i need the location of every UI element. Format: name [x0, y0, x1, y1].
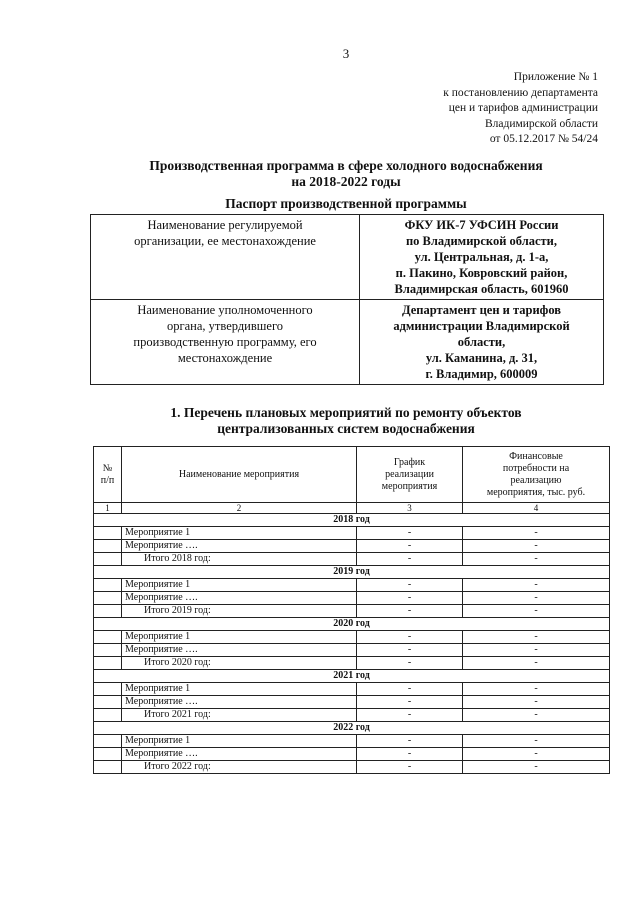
year-row	[94, 566, 610, 579]
finance-value: -	[463, 631, 610, 644]
total-label: Итого 2020 год:	[122, 657, 357, 670]
finance-value: -	[463, 579, 610, 592]
header-row	[94, 447, 610, 503]
header-finance	[463, 447, 610, 503]
finance-value: -	[463, 748, 610, 761]
finance-value: -	[463, 644, 610, 657]
value-line: г. Владимир, 600009	[425, 367, 538, 381]
schedule-value: -	[357, 709, 463, 722]
finance-value: -	[463, 592, 610, 605]
year-row	[94, 670, 610, 683]
total-row	[94, 553, 610, 566]
program-title	[0, 158, 640, 190]
table-row	[94, 579, 610, 592]
event-name: Мероприятие ….	[122, 592, 357, 605]
label-line: Наименование регулируемой	[147, 218, 303, 232]
schedule-value: -	[357, 657, 463, 670]
event-name: Мероприятие ….	[122, 540, 357, 553]
event-name: Мероприятие ….	[122, 644, 357, 657]
finance-value: -	[463, 735, 610, 748]
header-text: Финансовые	[509, 450, 563, 462]
schedule-value: -	[357, 579, 463, 592]
total-label: Итого 2019 год:	[122, 605, 357, 618]
total-label: Итого 2018 год:	[122, 553, 357, 566]
event-name: Мероприятие 1	[122, 683, 357, 696]
passport-value-cell	[360, 215, 604, 300]
header-text: п/п	[100, 474, 115, 486]
schedule-value: -	[357, 748, 463, 761]
passport-value-cell	[360, 300, 604, 385]
appendix-line: Приложение № 1	[513, 71, 598, 83]
column-number: 3	[357, 503, 463, 514]
value-line: п. Пакино, Ковровский район,	[395, 266, 568, 280]
event-name: Мероприятие ….	[122, 696, 357, 709]
header-text: График	[393, 456, 426, 468]
label-line: местонахождение	[177, 351, 273, 365]
header-name: Наименование мероприятия	[122, 447, 357, 503]
schedule-value: -	[357, 605, 463, 618]
event-name: Мероприятие 1	[122, 579, 357, 592]
program-title-line: Производственная программа в сфере холодного водоснабжения	[149, 158, 543, 173]
header-text: реализации	[385, 468, 434, 480]
finance-value: -	[463, 657, 610, 670]
column-number: 4	[463, 503, 610, 514]
total-label: Итого 2022 год:	[122, 761, 357, 774]
label-line: производственную программу, его	[133, 335, 317, 349]
value-line: Владимирская область, 601960	[394, 282, 569, 296]
passport-row	[91, 300, 604, 385]
column-number-row	[94, 503, 610, 514]
year-label: 2021 год	[94, 670, 610, 683]
label-line: органа, утвердившего	[166, 319, 284, 333]
value-line: области,	[457, 335, 506, 349]
finance-value: -	[463, 709, 610, 722]
label-line: Наименование уполномоченного	[137, 303, 313, 317]
header-text: мероприятия, тыс. руб.	[486, 486, 586, 498]
schedule-value: -	[357, 735, 463, 748]
finance-value: -	[463, 761, 610, 774]
table-row	[94, 644, 610, 657]
value-line: ФКУ ИК-7 УФСИН России	[404, 218, 559, 232]
value-line: ул. Центральная, д. 1-а,	[414, 250, 549, 264]
appendix-line: цен и тарифов администрации	[448, 102, 598, 114]
table-row	[94, 527, 610, 540]
year-label: 2019 год	[94, 566, 610, 579]
events-table	[93, 446, 610, 774]
appendix-line: к постановлению департамента	[443, 86, 598, 99]
schedule-value: -	[357, 696, 463, 709]
year-label: 2022 год	[94, 722, 610, 735]
passport-title: Паспорт производственной программы	[225, 196, 467, 211]
header-num	[94, 447, 122, 503]
header-text: потребности на	[502, 462, 570, 474]
table-row	[94, 540, 610, 553]
finance-value: -	[463, 540, 610, 553]
header-text: №	[102, 462, 113, 474]
schedule-value: -	[357, 592, 463, 605]
header-text: мероприятия	[381, 480, 438, 492]
event-name: Мероприятие 1	[122, 735, 357, 748]
event-name: Мероприятие ….	[122, 748, 357, 761]
total-row	[94, 761, 610, 774]
schedule-value: -	[357, 631, 463, 644]
year-row	[94, 722, 610, 735]
schedule-value: -	[357, 527, 463, 540]
finance-value: -	[463, 553, 610, 566]
section1-title	[0, 405, 640, 437]
section-title-line: 1. Перечень плановых мероприятий по ремонту объектов	[170, 405, 522, 420]
event-name: Мероприятие 1	[122, 631, 357, 644]
table-row	[94, 631, 610, 644]
schedule-value: -	[357, 761, 463, 774]
column-number: 2	[122, 503, 357, 514]
section-title-line: централизованных систем водоснабжения	[217, 421, 475, 436]
table-row	[94, 683, 610, 696]
header-text: реализацию	[510, 474, 562, 486]
schedule-value: -	[357, 553, 463, 566]
value-line: администрации Владимирской	[393, 319, 570, 333]
total-row	[94, 709, 610, 722]
table-row	[94, 592, 610, 605]
value-line: Департамент цен и тарифов	[401, 303, 562, 317]
event-name: Мероприятие 1	[122, 527, 357, 540]
label-line: организации, ее местонахождение	[134, 234, 316, 248]
year-label: 2018 год	[94, 514, 610, 527]
schedule-value: -	[357, 540, 463, 553]
column-number: 1	[94, 503, 122, 514]
total-row	[94, 657, 610, 670]
program-title-line: на 2018-2022 годы	[291, 174, 401, 189]
table-row	[94, 735, 610, 748]
table-row	[94, 696, 610, 709]
schedule-value: -	[357, 644, 463, 657]
appendix-line: Владимирской области	[484, 117, 598, 130]
year-row	[94, 618, 610, 631]
passport-label-cell	[91, 300, 360, 385]
header-schedule	[357, 447, 463, 503]
passport-table	[90, 214, 604, 385]
total-row	[94, 605, 610, 618]
passport-row	[91, 215, 604, 300]
finance-value: -	[463, 696, 610, 709]
passport-label-cell	[91, 215, 360, 300]
finance-value: -	[463, 683, 610, 696]
value-line: ул. Каманина, д. 31,	[425, 351, 538, 365]
value-line: по Владимирской области,	[405, 234, 557, 248]
appendix-line: от 05.12.2017 № 54/24	[489, 133, 598, 145]
table-row	[94, 748, 610, 761]
finance-value: -	[463, 527, 610, 540]
page-number: 3	[342, 46, 350, 61]
finance-value: -	[463, 605, 610, 618]
total-label: Итого 2021 год:	[122, 709, 357, 722]
year-row	[94, 514, 610, 527]
schedule-value: -	[357, 683, 463, 696]
year-label: 2020 год	[94, 618, 610, 631]
appendix-block	[443, 70, 598, 148]
